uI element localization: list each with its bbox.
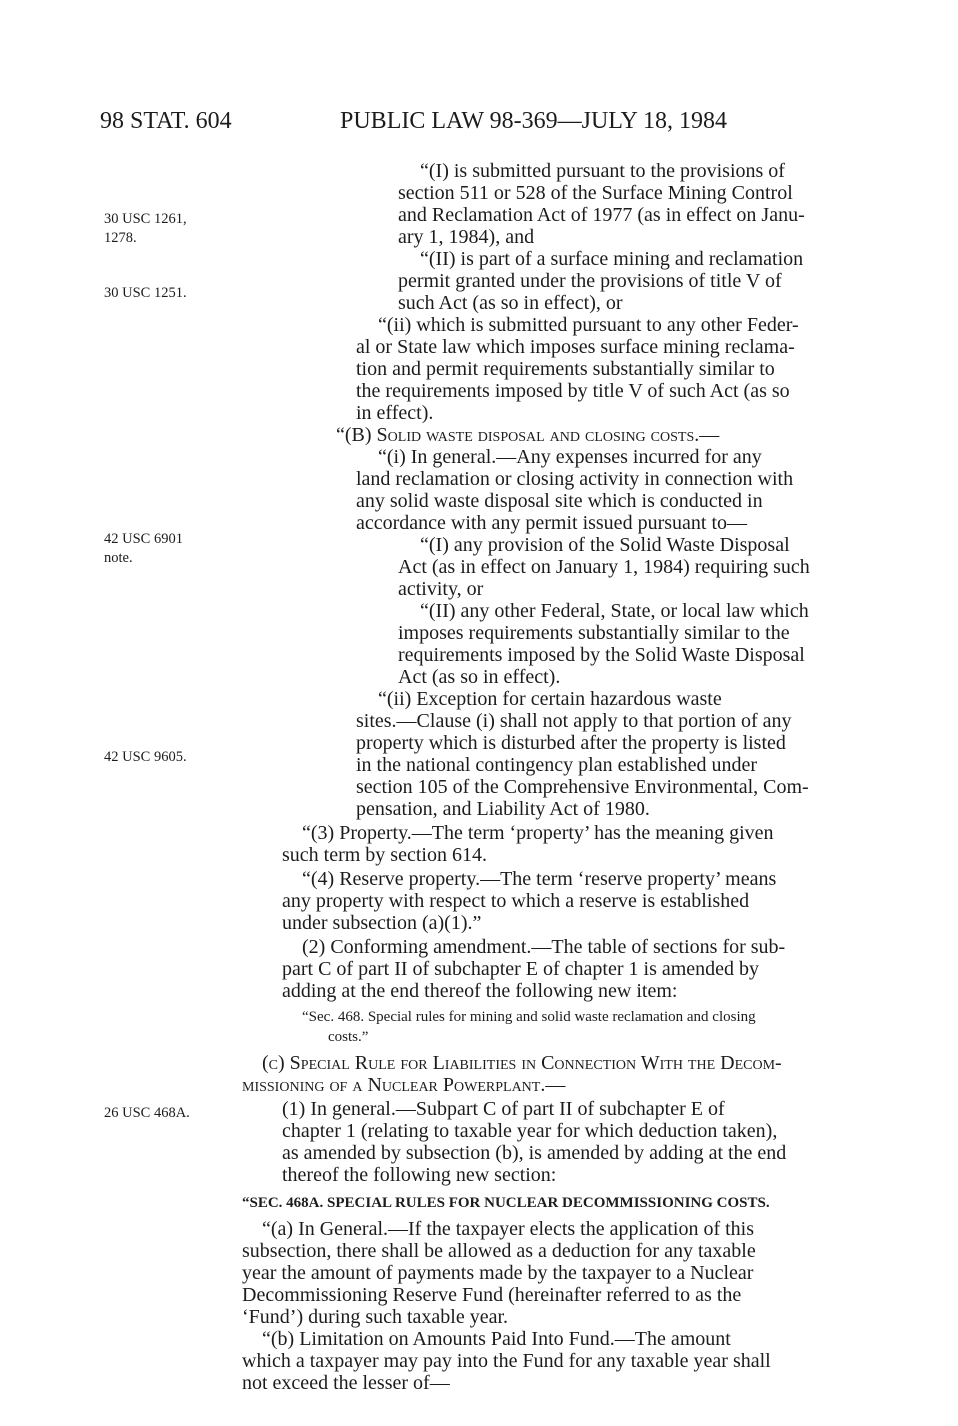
margin-citation: 42 USC 6901 note. [104,531,183,566]
text-line: ‘Fund’) during such taxable year. [242,1306,509,1328]
text-line: section 511 or 528 of the Surface Mining Control [398,182,793,204]
table-of-sections-item: costs.” [328,1029,369,1045]
text-line: year the amount of payments made by the taxpayer to a Nuclear [242,1262,754,1284]
text-line: (1) In general.—Subpart C of part II of subchapter E of [282,1098,725,1120]
text-line: permit granted under the provisions of title V of [398,270,782,292]
text-line: “(4) Reserve property.—The term ‘reserve property’ means [302,868,777,890]
text-line: accordance with any permit issued pursuant to— [356,512,747,534]
text-line: property which is disturbed after the property is listed [356,732,786,754]
text-line: chapter 1 (relating to taxable year for which deduction taken), [282,1120,778,1142]
text-line: “(ii) Exception for certain hazardous waste [378,688,722,710]
text-line: which a taxpayer may pay into the Fund for any taxable year shall [242,1350,771,1372]
text-line: and Reclamation Act of 1977 (as in effect on Janu- [398,204,805,226]
margin-citation: 30 USC 1261, 1278. [104,211,187,246]
text-line: “(II) is part of a surface mining and reclamation [420,248,804,270]
text-line: not exceed the lesser of— [242,1372,450,1394]
text-line: such Act (as so in effect), or [398,292,623,314]
text-line: section 105 of the Comprehensive Environmental, Com- [356,776,809,798]
text-line: part C of part II of subchapter E of chapter 1 is amended by [282,958,760,980]
margin-citation: 26 USC 468A. [104,1105,190,1121]
text-line: Act (as in effect on January 1, 1984) requiring such [398,556,810,578]
text-line: Decommissioning Reserve Fund (hereinafter referred to as the [242,1284,742,1306]
text-line: any property with respect to which a reserve is established [282,890,750,912]
margin-citation: 42 USC 9605. [104,749,187,765]
text-line: under subsection (a)(1).” [282,912,482,934]
statute-page-number: 98 STAT. 604 [100,108,232,134]
subsection-heading: “(B) Solid waste disposal and closing costs.— [336,424,720,446]
text-line: such term by section 614. [282,844,487,866]
text-line: “(ii) which is submitted pursuant to any other Feder- [378,314,799,336]
text-line: adding at the end thereof the following new item: [282,980,678,1002]
text-line: tion and permit requirements substantially similar to [356,358,775,380]
subsection-heading: missioning of a Nuclear Powerplant.— [242,1074,566,1096]
text-line: “(3) Property.—The term ‘property’ has the meaning given [302,822,774,844]
text-line: sites.—Clause (i) shall not apply to that portion of any [356,710,792,732]
text-line: “(I) is submitted pursuant to the provisions of [420,160,785,182]
text-line: “(a) In General.—If the taxpayer elects the application of this [262,1218,755,1240]
text-line: ary 1, 1984), and [398,226,535,248]
text-line: in effect). [356,402,434,424]
table-of-sections-item: “Sec. 468. Special rules for mining and solid waste reclamation and closing [302,1009,756,1025]
text-line: in the national contingency plan established under [356,754,757,776]
text-line: land reclamation or closing activity in connection with [356,468,794,490]
text-line: activity, or [398,578,484,600]
text-line: “(II) any other Federal, State, or local law which [420,600,809,622]
text-line: “(b) Limitation on Amounts Paid Into Fund.—The amount [262,1328,731,1350]
text-line: imposes requirements substantially similar to the [398,622,790,644]
text-line: the requirements imposed by title V of such Act (as so [356,380,790,402]
running-header-title: PUBLIC LAW 98-369—JULY 18, 1984 [340,108,727,134]
subsection-heading: (c) Special Rule for Liabilities in Connection With the Decom- [262,1052,782,1074]
section-heading: “SEC. 468A. SPECIAL RULES FOR NUCLEAR DECOMMISSIONING COSTS. [242,1195,770,1211]
text-line: subsection, there shall be allowed as a deduction for any taxable [242,1240,756,1262]
text-line: as amended by subsection (b), is amended by adding at the end [282,1142,787,1164]
text-line: requirements imposed by the Solid Waste Disposal [398,644,805,666]
text-line: thereof the following new section: [282,1164,557,1186]
text-line: al or State law which imposes surface mining reclama- [356,336,795,358]
text-line: pensation, and Liability Act of 1980. [356,798,650,820]
text-line: “(i) In general.—Any expenses incurred for any [378,446,762,468]
text-line: any solid waste disposal site which is conducted in [356,490,763,512]
text-line: Act (as so in effect). [398,666,561,688]
text-line: “(I) any provision of the Solid Waste Disposal [420,534,790,556]
margin-citation: 30 USC 1251. [104,285,187,301]
text-line: (2) Conforming amendment.—The table of sections for sub- [302,936,786,958]
